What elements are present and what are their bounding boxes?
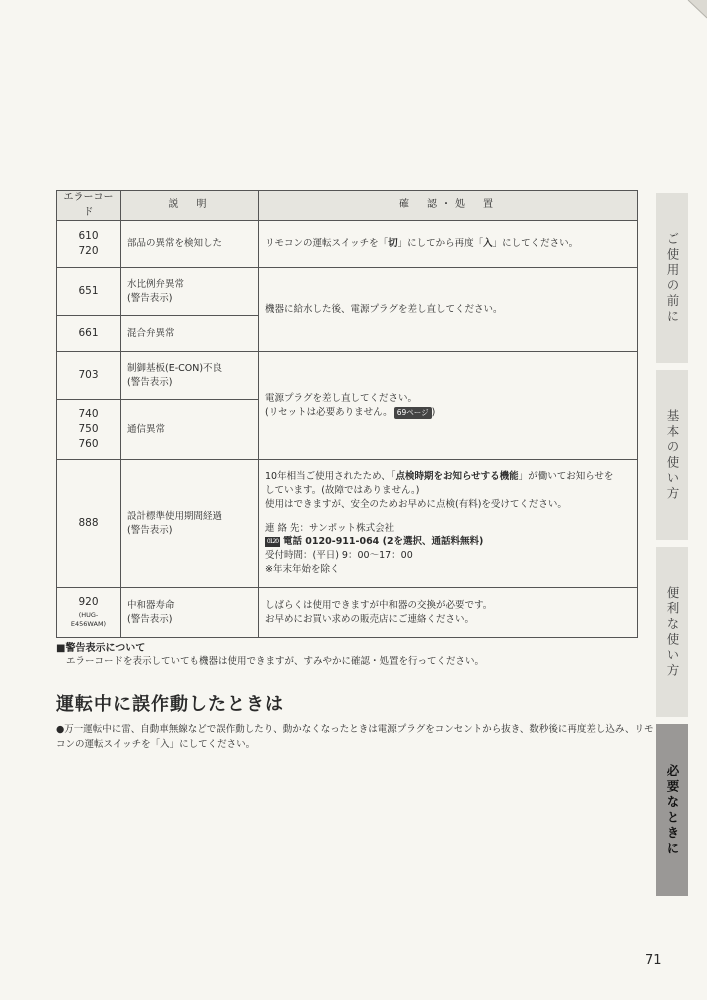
action-bold: 点検時期をお知らせする機能 (395, 471, 519, 483)
error-code: 720 (78, 245, 99, 257)
action-text: しばらくは使用できますが中和器の交換が必要です。 (265, 599, 493, 611)
error-code-table (56, 190, 638, 638)
error-code-cell (57, 268, 121, 316)
action-text: 」にしてから再度「 (397, 238, 484, 250)
action-text: リモコンの運転スイッチを「 (265, 238, 389, 250)
error-code-cell (57, 316, 121, 352)
action-cell (259, 460, 638, 588)
description-cell (121, 460, 259, 588)
action-text: (リセットは必要ありません。 (265, 406, 393, 418)
table-row (57, 221, 638, 268)
error-code: 888 (78, 516, 99, 529)
description-text: 中和器寿命 (127, 599, 175, 611)
error-code-cell (57, 460, 121, 588)
error-code: 740 (78, 407, 99, 420)
action-text: 使用はできますが、安全のためお早めに点検(有料)を受けてください。 (265, 498, 567, 510)
section-heading: 運転中に誤作動したときは (56, 694, 284, 715)
error-code-cell (57, 588, 121, 638)
action-text: 」にしてください。 (492, 238, 579, 250)
action-text: お早めにお買い求めの販売店にご連絡ください。 (265, 613, 475, 625)
page-reference-badge: 69ページ (394, 407, 432, 419)
tab-convenient-usage[interactable]: 便利な使い方 (656, 547, 688, 717)
error-code-cell (57, 400, 121, 460)
description-cell: 通信異常 (121, 400, 259, 460)
table-row (57, 268, 638, 316)
action-text: 電源プラグを差し直してください。 (265, 392, 418, 404)
description-cell (121, 268, 259, 316)
table-header-row (57, 191, 638, 221)
table-row (57, 588, 638, 638)
contact-company: 連 絡 先：サンポット株式会社 (265, 522, 395, 534)
action-bold: 入 (483, 238, 493, 250)
warning-label: (警告表示) (127, 524, 173, 536)
action-text: 10年相当ご使用されたため、「 (265, 471, 396, 483)
holiday-note: ※年末年始を除く (265, 563, 340, 575)
error-code-cell (57, 221, 121, 268)
warning-label: (警告表示) (127, 613, 173, 625)
description-cell (121, 352, 259, 400)
error-code: 651 (78, 284, 99, 297)
error-code: 610 (78, 229, 99, 242)
action-cell (259, 352, 638, 460)
phone-number: 電話 0120-911-064 (2を選択、通話料無料) (283, 536, 484, 548)
error-code: 703 (78, 368, 99, 381)
warning-note-title: ■警告表示について (56, 643, 146, 654)
action-cell (259, 221, 638, 268)
action-cell (259, 588, 638, 638)
section-body-text: ●万一運転中に雷、自動車無線などで誤作動したり、動かなくなったときは電源プラグをコンセントから抜き、数秒後に再度差し込み、リモコンの運転スイッチを「入」にしてください。 (56, 724, 654, 751)
error-code: 760 (78, 438, 99, 451)
action-text: 」が働いてお知らせを (518, 471, 614, 483)
error-code: 750 (78, 422, 99, 435)
warning-note-body: エラーコードを表示していても機器は使用できますが、すみやかに確認・処置を行ってください。 (66, 656, 485, 667)
description-text: 制御基板(E-CON)不良 (127, 362, 223, 374)
action-bold: 切 (388, 238, 398, 250)
description-cell (121, 588, 259, 638)
table-row (57, 460, 638, 588)
header-action: 確 認・処 置 (259, 191, 638, 221)
error-code: 920 (78, 596, 99, 609)
warning-label: (警告表示) (127, 292, 173, 304)
header-description: 説 明 (121, 191, 259, 221)
action-text: ) (431, 406, 436, 418)
page-number: 71 (645, 953, 662, 968)
tab-basic-usage[interactable]: 基本の使い方 (656, 370, 688, 540)
description-text: 水比例弁異常 (127, 278, 185, 290)
header-code: エラーコード (57, 191, 121, 221)
warning-label: (警告表示) (127, 376, 173, 388)
reception-hours: 受付時間：(平日) 9：00～17：00 (265, 550, 413, 562)
table-row (57, 352, 638, 400)
error-code: 661 (78, 326, 99, 339)
error-code-cell (57, 352, 121, 400)
action-text: しています。(故障ではありません。) (265, 485, 420, 497)
tab-when-needed[interactable]: 必要なときに (656, 724, 688, 896)
description-cell: 部品の異常を検知した (121, 221, 259, 268)
action-cell: 機器に給水した後、電源プラグを差し直してください。 (259, 268, 638, 352)
free-dial-icon: 0120 (266, 537, 279, 545)
description-text: 設計標準使用期間経過 (127, 510, 223, 522)
tab-before-use[interactable]: ご使用の前に (656, 193, 688, 363)
description-cell: 混合弁異常 (121, 316, 259, 352)
model-number: (HUG-E456WAM) (70, 610, 107, 629)
